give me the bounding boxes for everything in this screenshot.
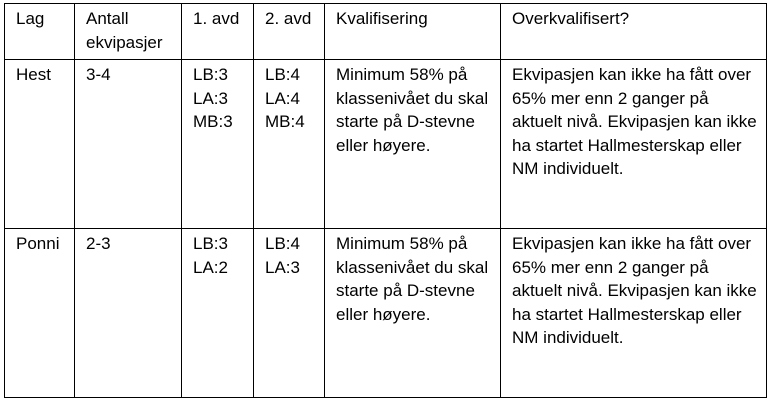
header-lag: Lag xyxy=(5,4,75,60)
cell-2-avd xyxy=(254,229,325,398)
avd2-line: LB:4 xyxy=(265,65,300,84)
avd1-line: LA:2 xyxy=(193,257,228,277)
header-row xyxy=(5,4,767,60)
header-overkvalifisert: Overkvalifisert? xyxy=(501,4,767,60)
cell-kvalifisering: Minimum 58% på klassenivået du skal starte på D-stevne eller høyere. xyxy=(325,229,501,398)
avd1-line: LB:3 xyxy=(193,234,228,253)
cell-antall: 2-3 xyxy=(75,229,182,398)
cell-antall: 3-4 xyxy=(75,60,182,229)
cell-overkvalifisert: Ekvipasjen kan ikke ha fått over 65% mer enn 2 ganger på aktuelt nivå. Ekvipasjen kan ikke ha startet Hallmesterskap eller NM individuelt. xyxy=(501,229,767,398)
cell-1-avd xyxy=(182,60,254,229)
header-1-avd: 1. avd xyxy=(182,4,254,60)
header-antall-ekvipasjer: Antall ekvipasjer xyxy=(75,4,182,60)
cell-kvalifisering: Minimum 58% på klassenivået du skal starte på D-stevne eller høyere. xyxy=(325,60,501,229)
header-2-avd: 2. avd xyxy=(254,4,325,60)
cell-lag: Ponni xyxy=(5,229,75,398)
table-row-hest xyxy=(5,60,767,229)
avd2-line: LA:4 xyxy=(265,88,300,108)
avd2-line: MB:4 xyxy=(265,112,305,131)
avd1-line: LA:3 xyxy=(193,88,228,108)
avd1-line: LB:3 xyxy=(193,65,228,84)
table-row-ponni xyxy=(5,229,767,398)
qualification-table xyxy=(4,3,767,398)
header-kvalifisering: Kvalifisering xyxy=(325,4,501,60)
avd2-line: LA:3 xyxy=(265,257,300,277)
cell-lag: Hest xyxy=(5,60,75,229)
cell-2-avd xyxy=(254,60,325,229)
avd2-line: LB:4 xyxy=(265,234,300,253)
cell-overkvalifisert: Ekvipasjen kan ikke ha fått over 65% mer enn 2 ganger på aktuelt nivå. Ekvipasjen kan ikke ha startet Hallmesterskap eller NM individuelt. xyxy=(501,60,767,229)
avd1-line: MB:3 xyxy=(193,112,233,131)
cell-1-avd xyxy=(182,229,254,398)
